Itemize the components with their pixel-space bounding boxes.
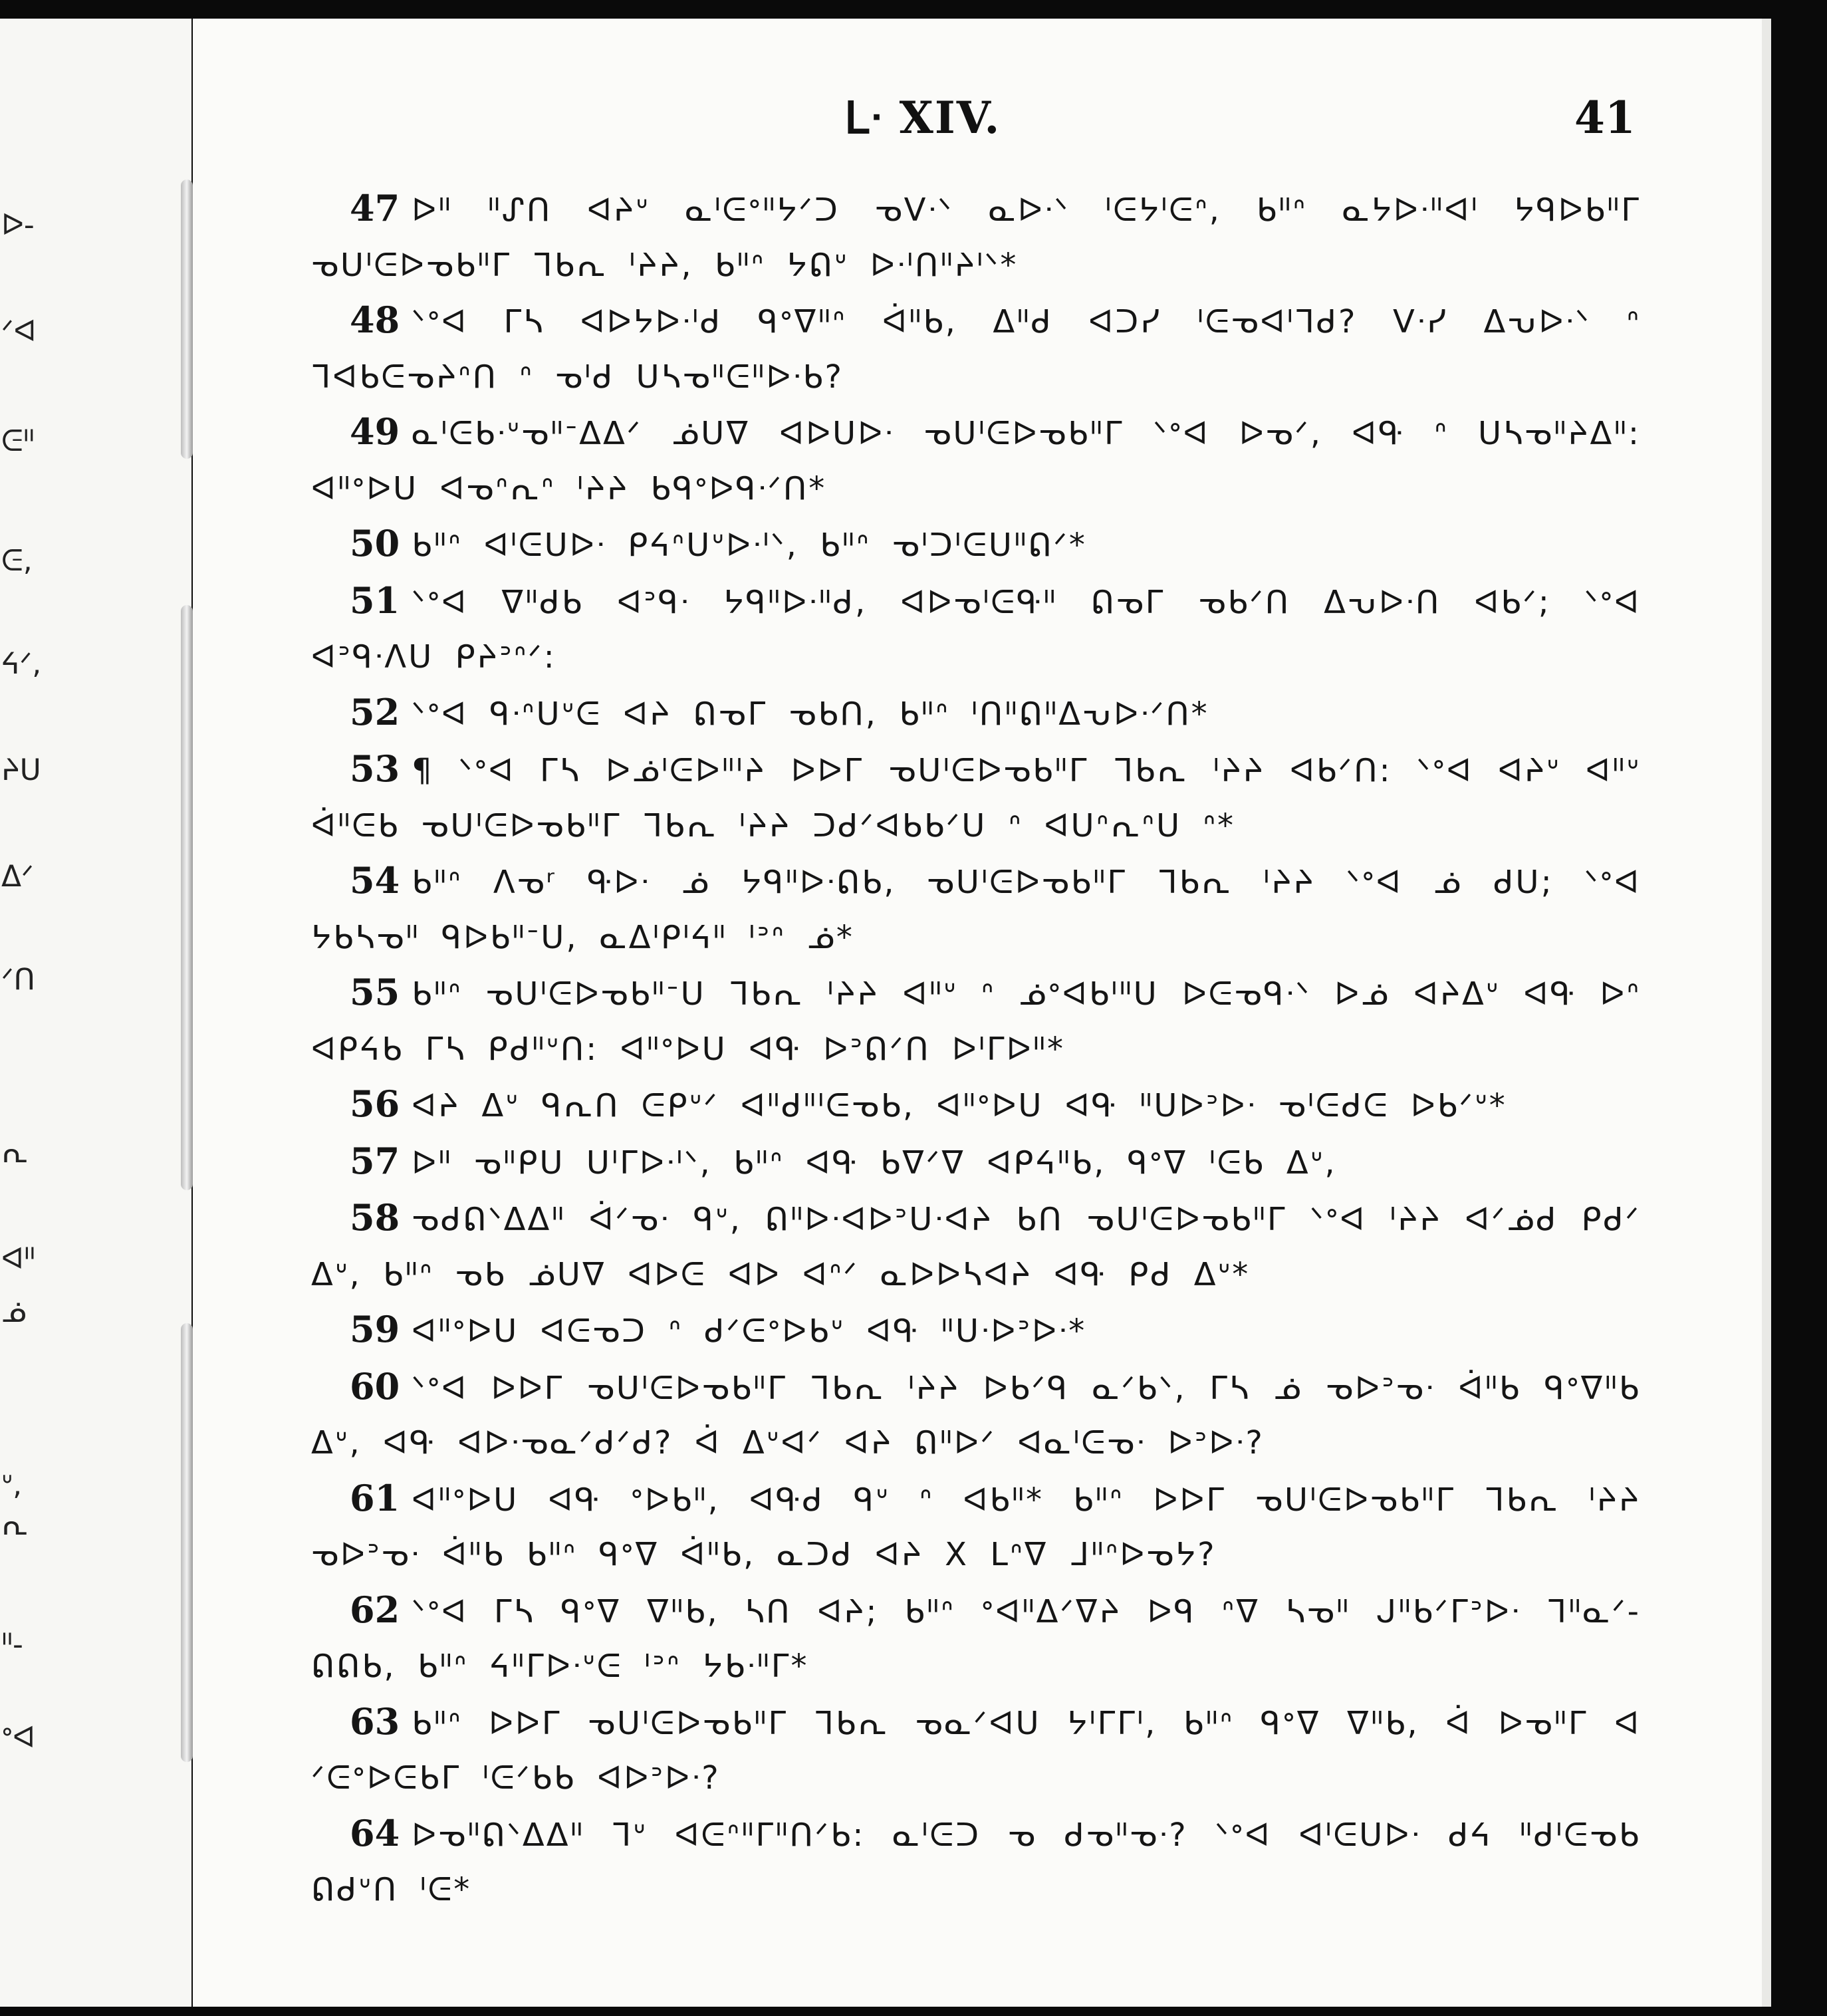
verse-text: ᐊᐦᐤᐅᑌ ᐊᕮᓀᑐ ᐢ ᑯᐟᕮᐤᐅᑲᐡ ᐊᑵ ᐦᑌᐧᐅᐣᐅᐧ* bbox=[412, 1313, 1087, 1350]
verse-number: 50 bbox=[350, 522, 400, 565]
verse-number: 58 bbox=[350, 1196, 400, 1239]
verse-text: ᑲᐦᐢ ᐱᓀʳ ᑵᐅᐧ ᓅ ᔭᑫᐦᐅᐧᕠᑲ, ᓀᑌᑊᕮᐅᓀᑲᐦᒥ ᒣᑲᕆ ᑊᔨᔨ ᐠᐤᐊ ᓅ ᑯᑌ; ᐠᐤᐊ ᔭᑲᓴᓀᐦ ᑫᐅᑲᐦᐨᑌ, ᓇᐃᑊᑭᑊᔦᐦ ᑊᐣᐢ ᓅ* bbox=[311, 864, 1641, 956]
verse-text: ᐠᐤᐊ ᒥᓴ ᐊᐅᔭᐅᐧᑊᑯ ᑫᐤᐁᐦᐢ ᐋᐦᑲ, ᐃᐦᑯ ᐊᑐᓯ ᑊᕮᓀᐊᑊᒣᑯ? ᐯᐧᓯ ᐃᕃᐅᐧᐠ ᐢ ᒣᐊᑲᕮᓀᔨᐢᑎ ᐢ ᓀᑊᑯ ᑌᓴᓀᐦᕮᐦᐅᐧᑲ? bbox=[311, 303, 1641, 396]
verse bbox=[311, 1471, 1641, 1582]
binding-stitch bbox=[181, 1323, 193, 1762]
verse-text: ᐠᐤᐊ ᒥᓴ ᑫᐤᐁ ᐁᐦᑲ, ᓴᑎ ᐊᔨ; ᑲᐦᐢ ᐤᐊᐦᐃᐟᐁᔨ ᐅᑫ ᐢᐁ ᓴᓀᐦ ᒍᐦᑲᐟᒥᐣᐅᐧ ᒣᐦᓇᐟ-ᕠᕠᑲ, ᑲᐦᐢ ᔦᐦᒥᐅᐧᐡᕮ ᑊᐣᐢ ᔭᑲᐧᐦᒥ* bbox=[311, 1592, 1641, 1685]
verse-number: 59 bbox=[350, 1308, 400, 1350]
verse-number: 47 bbox=[350, 187, 400, 229]
binding-stitch bbox=[181, 605, 193, 1190]
verse-number: 48 bbox=[350, 299, 400, 341]
verse-number: 51 bbox=[350, 578, 400, 622]
facing-page-fragment: ᐃᐟ bbox=[1, 860, 34, 894]
facing-page-fragment: ᐦ- bbox=[1, 1628, 23, 1662]
verse bbox=[311, 853, 1641, 965]
verse bbox=[311, 573, 1641, 685]
binding-stitch bbox=[181, 180, 193, 459]
verse-number: 54 bbox=[350, 859, 400, 902]
facing-page-fragment: ᕮᐦ bbox=[1, 424, 35, 458]
verse-number: 49 bbox=[350, 410, 400, 453]
facing-page-fragment: ᐅ- bbox=[1, 208, 35, 242]
verse-text: ᐊᐦᐤᐅᑌ ᐊᑵ ᐤᐅᑲᐦ, ᐊᑵᑯ ᑫᐡ ᐢ ᐊᑲᐦ* ᑲᐦᐢ ᐅᐅᒥ ᓀᑌᑊᕮᐅᓀᑲᐦᒥ ᒣᑲᕆ ᑊᔨᔨ ᓀᐅᐣᓀᐧ ᐋᐦᑲ ᑲᐦᐢ ᑫᐤᐁ ᐋᐦᑲ, ᓇᑐᑯ ᐊᔨ X ᒪᐢᐁ ᒧᐦᐢᐅᓀᔭ? bbox=[311, 1481, 1641, 1573]
verse-text: ᐅᐦ ᓀᐦᑭᑌ ᑌᑊᒥᐅᐧᑊᐠ, ᑲᐦᐢ ᐊᑵ ᑲᐁᐟᐁ ᐊᑭᔦᐦᑲ, ᑫᐤᐁ ᑊᕮᑲ ᐃᐡ, bbox=[412, 1144, 1337, 1182]
verse-number: 57 bbox=[350, 1139, 400, 1182]
verse-text: ᐠᐤᐊ ᑫᐧᐢᑌᐡᕮ ᐊᔨ ᕠᓀᒥ ᓀᑲᑎ, ᑲᐦᐢ ᑊᑎᐦᕠᐦᐃᕃᐅᐧᐟᑎ* bbox=[412, 695, 1209, 733]
left-page-edge bbox=[0, 19, 191, 2007]
verse bbox=[311, 965, 1641, 1076]
verse-text: ᐠᐤᐊ ᐅᐅᒥ ᓀᑌᑊᕮᐅᓀᑲᐦᒥ ᒣᑲᕆ ᑊᔨᔨ ᐅᑲᐟᑫ ᓇᐟᑲᐠ, ᒥᓴ ᓅ ᓀᐅᐣᓀᐧ ᐋᐦᑲ ᑫᐤᐁᐦᑲ ᐃᐡ, ᐊᑵ ᐊᐅᐧᓀᓇᐟᑯᐟᑯ? ᐋ ᐃᐡᐊᐟ ᐊᔨ ᕠᐦᐅᐟ ᐊᓇᑊᕮᓀᐧ ᐅᐣᐅᐧ? bbox=[311, 1369, 1641, 1461]
verse bbox=[311, 1359, 1641, 1471]
verse-number: 61 bbox=[350, 1476, 400, 1519]
verse-number: 60 bbox=[350, 1364, 400, 1408]
verse-number: 53 bbox=[350, 747, 400, 790]
verse bbox=[311, 293, 1641, 404]
facing-page-fragment: ᐊᐦ bbox=[1, 1242, 35, 1276]
facing-page-fragment: ᐡ, bbox=[1, 1468, 23, 1502]
verse-text-block bbox=[311, 181, 1641, 1918]
verse bbox=[311, 741, 1641, 853]
verse bbox=[311, 516, 1641, 573]
facing-page-fragment: ᕆ bbox=[1, 1508, 29, 1542]
verse bbox=[311, 1582, 1641, 1694]
verse bbox=[311, 685, 1641, 742]
verse-text: ᑲᐦᐢ ᐊᑊᕮᑌᐅᐧ ᑭᔦᐢᑌᐡᐅᐧᑊᐠ, ᑲᐦᐢ ᓀᑊᑐᑊᕮᑌᐦᕠᐟ* bbox=[412, 527, 1087, 564]
verse-text: ᐊᔨ ᐃᐡ ᑫᕆᑎ ᕮᑭᐡᐟ ᐊᐦᑯᐦᑊᕮᓀᑲ, ᐊᐦᐤᐅᑌ ᐊᑵ ᐦᑌᐅᐣᐅᐧ ᓀᑊᕮᑯᕮ ᐅᑲᐟᐡ* bbox=[412, 1087, 1507, 1124]
verse bbox=[311, 1806, 1641, 1918]
verse bbox=[311, 1076, 1641, 1134]
verse-text: ᓀᑯᕠᐠᐃᐃᐦ ᐋᐟᓀᐧ ᑫᐡ, ᕠᐦᐅᐧᐊᐅᐣᑌᐧᐊᔨ ᑲᑎ ᓀᑌᑊᕮᐅᓀᑲᐦᒥ ᐠᐤᐊ ᑊᔨᔨ ᐊᐟᓅᑯ ᑭᑯᐟ ᐃᐡ, ᑲᐦᐢ ᓀᑲ ᓅᑌᐁ ᐊᐅᕮ ᐊᐅ ᐊᐢᐟ ᓇᐅᐅᓴᐊᔨ ᐊᑵ ᑭᑯ ᐃᐡ* bbox=[311, 1201, 1641, 1293]
verse-number: 52 bbox=[350, 690, 400, 733]
verse-number: 64 bbox=[350, 1811, 400, 1854]
facing-page-fragment: ᔦᐟ, bbox=[1, 647, 42, 681]
verse-text: ᐠᐤᐊ ᐁᐦᑯᑲ ᐊᐣᑫᐧ ᔭᑫᐦᐅᐧᐦᑯ, ᐊᐅᓀᑊᕮᑵᐦ ᕠᓀᒥ ᓀᑲᐟᑎ ᐃᕃᐅᐧᑎ ᐊᑲᐟ; ᐠᐤᐊ ᐊᐣᑫᐧᐱᑌ ᑭᔨᐣᐢᐟ: bbox=[311, 583, 1641, 676]
verse-text: ᑲᐦᐢ ᓀᑌᑊᕮᐅᓀᑲᐦᐨᑌ ᒣᑲᕆ ᑊᔨᔨ ᐊᐦᐡ ᐢ ᓅᐤᐊᑲᑊᐦᑌ ᐅᕮᓀᑫᐧᐠ ᐅᓅ ᐊᔨᐃᐡ ᐊᑵ ᐅᐢ ᐊᑭᔦᑲ ᒥᓴ ᑭᑯᐦᐡᑎ: ᐊᐦᐤᐅᑌ ᐊᑵ ᐅᐣᕠᐟᑎ ᐅᑊᒥᐅᐦ* bbox=[311, 975, 1641, 1068]
verse bbox=[311, 404, 1641, 516]
verse bbox=[311, 1694, 1641, 1806]
page-edge bbox=[1762, 19, 1771, 2007]
verse-number: 62 bbox=[350, 1588, 400, 1631]
verse-number: 56 bbox=[350, 1082, 400, 1125]
page-header-title: ᒪᐧ XIV. bbox=[844, 92, 1001, 144]
page-number: 41 bbox=[1574, 92, 1636, 144]
verse-text: ᑲᐦᐢ ᐅᐅᒥ ᓀᑌᑊᕮᐅᓀᑲᐦᒥ ᒣᑲᕆ ᓀᓇᐟᐊᑌ ᔭᑊᒥᒥᑊ, ᑲᐦᐢ ᑫᐤᐁ ᐁᐦᑲ, ᐋ ᐅᓀᐦᒥ ᐊ ᐟᕮᐤᐅᕮᑲᒥ ᑊᕮᐟᑲᑲ ᐊᐅᐣᐅᐧ? bbox=[311, 1704, 1641, 1797]
verse-text: ¶ ᐠᐤᐊ ᒥᓴ ᐅᓅᑊᕮᐅᐦᑊᔨ ᐅᐅᒥ ᓀᑌᑊᕮᐅᓀᑲᐦᒥ ᒣᑲᕆ ᑊᔨᔨ ᐊᑲᐟᑎ: ᐠᐤᐊ ᐊᔨᐡ ᐊᐦᐡ ᐋᐦᕮᑲ ᓀᑌᑊᕮᐅᓀᑲᐦᒥ ᒣᑲᕆ ᑊᔨᔨ ᑐᑯᐟᐊᑲᑲᐟᑌ ᐢ ᐊᑌᐢᕆᐢᑌ ᐢ* bbox=[311, 752, 1641, 844]
facing-page-fragment: ᕮ, bbox=[1, 544, 33, 578]
facing-page-fragment: ᐟᐊ bbox=[1, 315, 37, 348]
verse bbox=[311, 1302, 1641, 1359]
verse-text: ᐅᐦ ᐦᔑᑎ ᐊᔨᐡ ᓇᑊᕮᐤᐦᔭᐟᑐ ᓀᐯᐧᐠ ᓇᐅᐧᐠ ᑊᕮᔭᑊᕮᐢ, ᑲᐦᐢ ᓇᔭᐅᐧᐦᐊᑊ ᔭᑫᐅᑲᐦᒥ ᓀᑌᑊᕮᐅᓀᑲᐦᒥ ᒣᑲᕆ ᑊᔨᔨ, ᑲᐦᐢ ᔭᕠᐡ ᐅᐧᑊᑎᐦᔨᑊᐠ* bbox=[311, 191, 1641, 284]
verse-number: 63 bbox=[350, 1700, 400, 1743]
verse-text: ᐅᓀᐦᕠᐠᐃᐃᐦ ᒣᐡ ᐊᕮᐢᐦᒥᐦᑎᐟᑲ: ᓇᑊᕮᑐ ᓀ ᑯᓀᐦᓀᐧ? ᐠᐤᐊ ᐊᑊᕮᑌᐅᐧ ᑯᔦ ᐦᑯᑊᕮᓀᑲ ᕠᑯᐡᑎ ᑊᕮ* bbox=[311, 1816, 1641, 1908]
verse-number: 55 bbox=[350, 971, 400, 1013]
verse-text: ᓇᑊᕮᑲᐧᐡᓀᐦᐨᐃᐃᐟ ᓅᑌᐁ ᐊᐅᑌᐅᐧ ᓀᑌᑊᕮᐅᓀᑲᐦᒥ ᐠᐤᐊ ᐅᓀᐟ, ᐊᑵ ᐢ ᑌᓴᓀᐦᔨᐃᐦ: ᐊᐦᐤᐅᑌ ᐊᓀᐢᕆᐢ ᑊᔨᔨ ᑲᑫᐤᐅᑫᐧᐟᑎ* bbox=[311, 415, 1641, 507]
facing-page-fragment: ᐟᑎ bbox=[1, 963, 35, 997]
facing-page-fragment: ᔨᑌ bbox=[1, 753, 41, 787]
verse bbox=[311, 1190, 1641, 1302]
facing-page-fragment: ᓅ bbox=[1, 1295, 27, 1329]
verse bbox=[311, 1134, 1641, 1191]
verse bbox=[311, 181, 1641, 293]
facing-page-fragment: ᕆ bbox=[1, 1136, 29, 1170]
facing-page-fragment: ᐤᐊ bbox=[1, 1721, 35, 1755]
